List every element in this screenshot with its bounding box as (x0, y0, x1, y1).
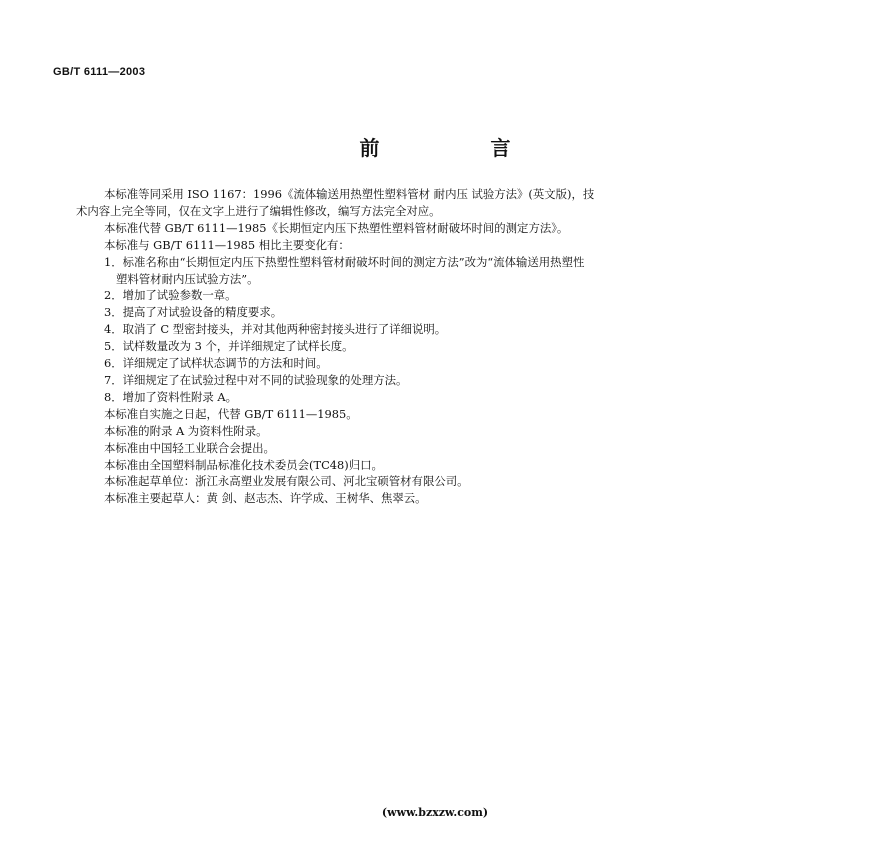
change-item: 3．提高了对试验设备的精度要求。 (104, 305, 283, 320)
change-item: 7．详细规定了在试验过程中对不同的试验现象的处理方法。 (104, 372, 408, 387)
change-item: 5．试样数量改为 3 个，并详细规定了试样长度。 (104, 339, 354, 354)
closing-annex: 本标准的附录 A 为资料性附录。 (104, 423, 268, 438)
change-item: 4．取消了 C 型密封接头，并对其他两种密封接头进行了详细说明。 (104, 322, 447, 337)
paragraph-changes-intro: 本标准与 GB/T 6111—1985 相比主要变化有： (104, 237, 350, 252)
closing-committee: 本标准由全国塑料制品标准化技术委员会(TC48)归口。 (104, 457, 383, 472)
page-title: 前 言 (359, 136, 563, 160)
foreword-body (76, 186, 804, 507)
closing-effective: 本标准自实施之日起，代替 GB/T 6111—1985。 (104, 406, 358, 421)
change-item-cont: 塑料管材耐内压试验方法”。 (116, 271, 259, 286)
paragraph-adoption: 本标准等同采用 ISO 1167：1996《流体输送用热塑性塑料管材 耐内压 试验方法》(英文版)，技 (104, 187, 595, 201)
footer-watermark: (www.bzxzw.com) (381, 806, 489, 819)
closing-drafting-units: 本标准起草单位：浙江永高塑业发展有限公司、河北宝硕管材有限公司。 (104, 474, 469, 489)
closing-proposer: 本标准由中国轻工业联合会提出。 (104, 440, 275, 455)
paragraph-adoption-cont: 术内容上完全等同，仅在文字上进行了编辑性修改，编写方法完全对应。 (76, 203, 441, 218)
standard-code: GB/T 6111—2003 (53, 66, 146, 78)
paragraph-replaces: 本标准代替 GB/T 6111—1985《长期恒定内压下热塑性塑料管材耐破坏时间的测定方法》。 (104, 220, 569, 235)
change-item: 8．增加了资料性附录 A。 (104, 389, 238, 404)
change-item: 1．标准名称由“长期恒定内压下热塑性塑料管材耐破坏时间的测定方法”改为“流体输送用热塑性 (104, 254, 585, 269)
change-item: 2．增加了试验参数一章。 (104, 288, 237, 303)
change-item: 6．详细规定了试样状态调节的方法和时间。 (104, 356, 328, 371)
closing-drafters: 本标准主要起草人：黄 剑、赵志杰、许学成、王树华、焦翠云。 (104, 491, 427, 506)
